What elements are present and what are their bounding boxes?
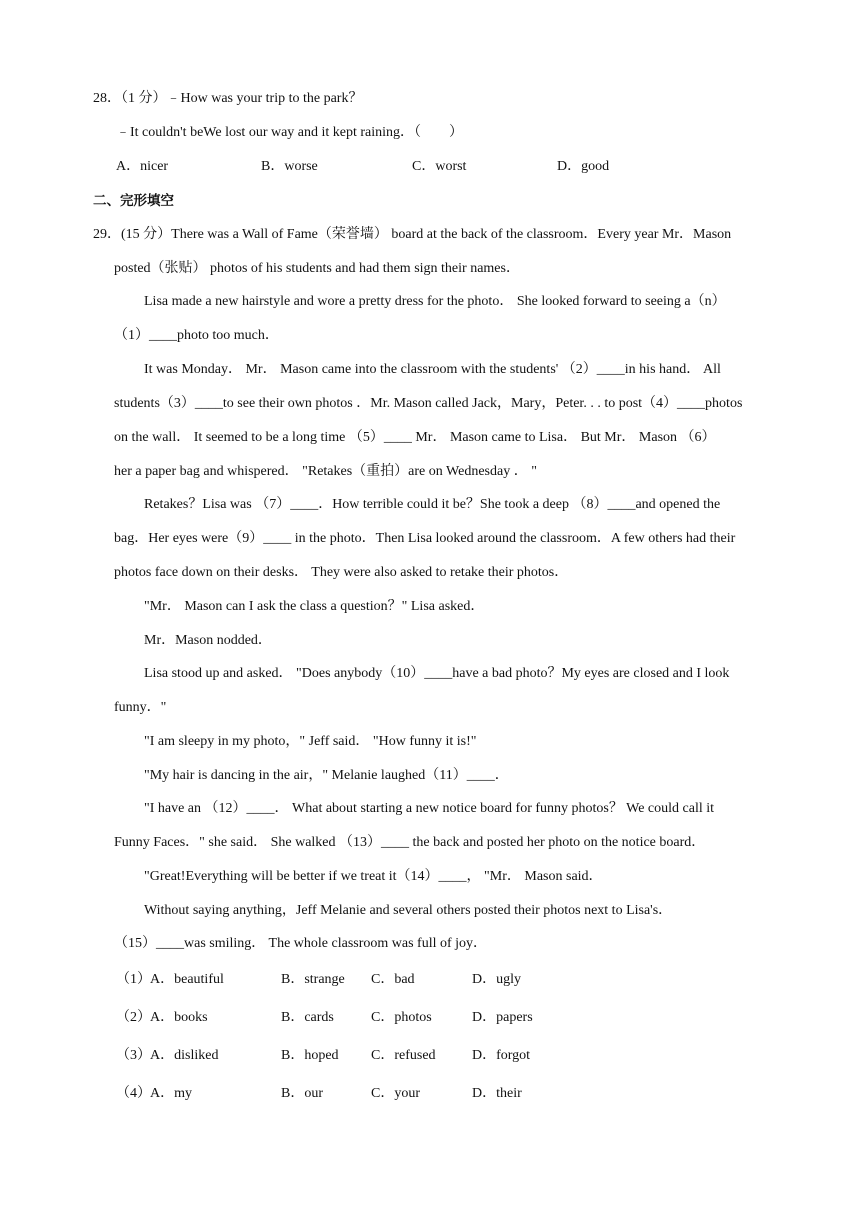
choice-number: （3） (116, 1048, 151, 1063)
passage-line: "Mr． Mason can I ask the class a question？" Lisa asked． (144, 599, 485, 614)
choice-b: B．our (281, 1086, 323, 1101)
passage-line: Lisa made a new hairstyle and wore a pretty dress for the photo． She looked forward to seeing a（n） (144, 294, 726, 309)
section-title: 二、完形填空 (93, 193, 174, 209)
choice-d: D．papers (472, 1010, 533, 1025)
passage-line: Funny Faces．" she said． She walked （13）____ the back and posted her photo on the notice board． (114, 835, 706, 850)
choice-b: B．strange (281, 972, 345, 987)
q28-option-d: D．good (557, 159, 610, 174)
passage-line: "My hair is dancing in the air，" Melanie laughed（11）____． (144, 768, 509, 783)
passage-line: "Great!Everything will be better if we treat it（14）____， "Mr． Mason said． (144, 869, 603, 884)
passage-line: photos face down on their desks． They were also asked to retake their photos． (114, 565, 569, 580)
choice-c: C．photos (371, 1010, 432, 1025)
choice-c: C．bad (371, 972, 415, 987)
passage-line: posted（张贴） photos of his students and had them sign their names． (114, 261, 520, 276)
choice-a: A．books (150, 1010, 208, 1025)
q28-option-c: C．worst (412, 159, 467, 174)
passage-line: （15）____was smiling． The whole classroom was full of joy． (114, 936, 488, 951)
choice-b: B．cards (281, 1010, 334, 1025)
choice-d: D．forgot (472, 1048, 531, 1063)
passage-line: Mr．Mason nodded． (144, 633, 272, 648)
choice-b: B．hoped (281, 1048, 339, 1063)
passage-line: Retakes？Lisa was （7）____．How terrible could it be？She took a deep （8）____and opened the (144, 497, 721, 512)
choice-a: A．beautiful (150, 972, 224, 987)
passage-line: "I am sleepy in my photo，" Jeff said． "How funny it is!" (144, 734, 477, 749)
choice-c: C．refused (371, 1048, 436, 1063)
choice-c: C．your (371, 1086, 420, 1101)
passage-line: （1）____photo too much． (114, 328, 279, 343)
choice-d: D．their (472, 1086, 522, 1101)
passage-line: Without saying anything，Jeff Melanie and several others posted their photos next to Lisa's． (144, 903, 673, 918)
choice-a: A．my (150, 1086, 192, 1101)
choice-d: D．ugly (472, 972, 521, 987)
passage-line: "I have an （12）____． What about starting a new notice board for funny photos？ We could call it (144, 801, 715, 816)
q28-option-b: B．worse (261, 159, 318, 174)
passage-line: on the wall． It seemed to be a long time （5）____ Mr． Mason came to Lisa． But Mr． Mason （6） (114, 430, 716, 445)
passage-line: bag．Her eyes were（9）____ in the photo．Then Lisa looked around the classroom．A few others had their (114, 531, 736, 546)
q28-option-a: A．nicer (116, 159, 169, 174)
q28-answer-line: ﹣It couldn't beWe lost our way and it kept raining．（ ） (116, 125, 464, 140)
passage-line: her a paper bag and whispered． "Retakes（重拍）are on Wednesday ． " (114, 464, 537, 479)
choice-number: （4） (116, 1086, 151, 1101)
choice-a: A．disliked (150, 1048, 219, 1063)
choice-number: （2） (116, 1010, 151, 1025)
passage-line: 29．(15 分）There was a Wall of Fame（荣誉墙） board at the back of the classroom．Every year Mr．Mason (93, 227, 732, 242)
choice-number: （1） (116, 972, 151, 987)
q28-stem: 28．（1 分）﹣How was your trip to the park？ (93, 91, 363, 106)
passage-line: students（3）____to see their own photos ．Mr. Mason called Jack，Mary，Peter. . . to post（4）____photos (114, 396, 743, 411)
passage-line: It was Monday． Mr． Mason came into the classroom with the students' （2）____in his hand． All (144, 362, 721, 377)
passage-line: Lisa stood up and asked． "Does anybody（10）____have a bad photo？My eyes are closed and I look (144, 666, 730, 681)
passage-line: funny．" (114, 700, 167, 715)
